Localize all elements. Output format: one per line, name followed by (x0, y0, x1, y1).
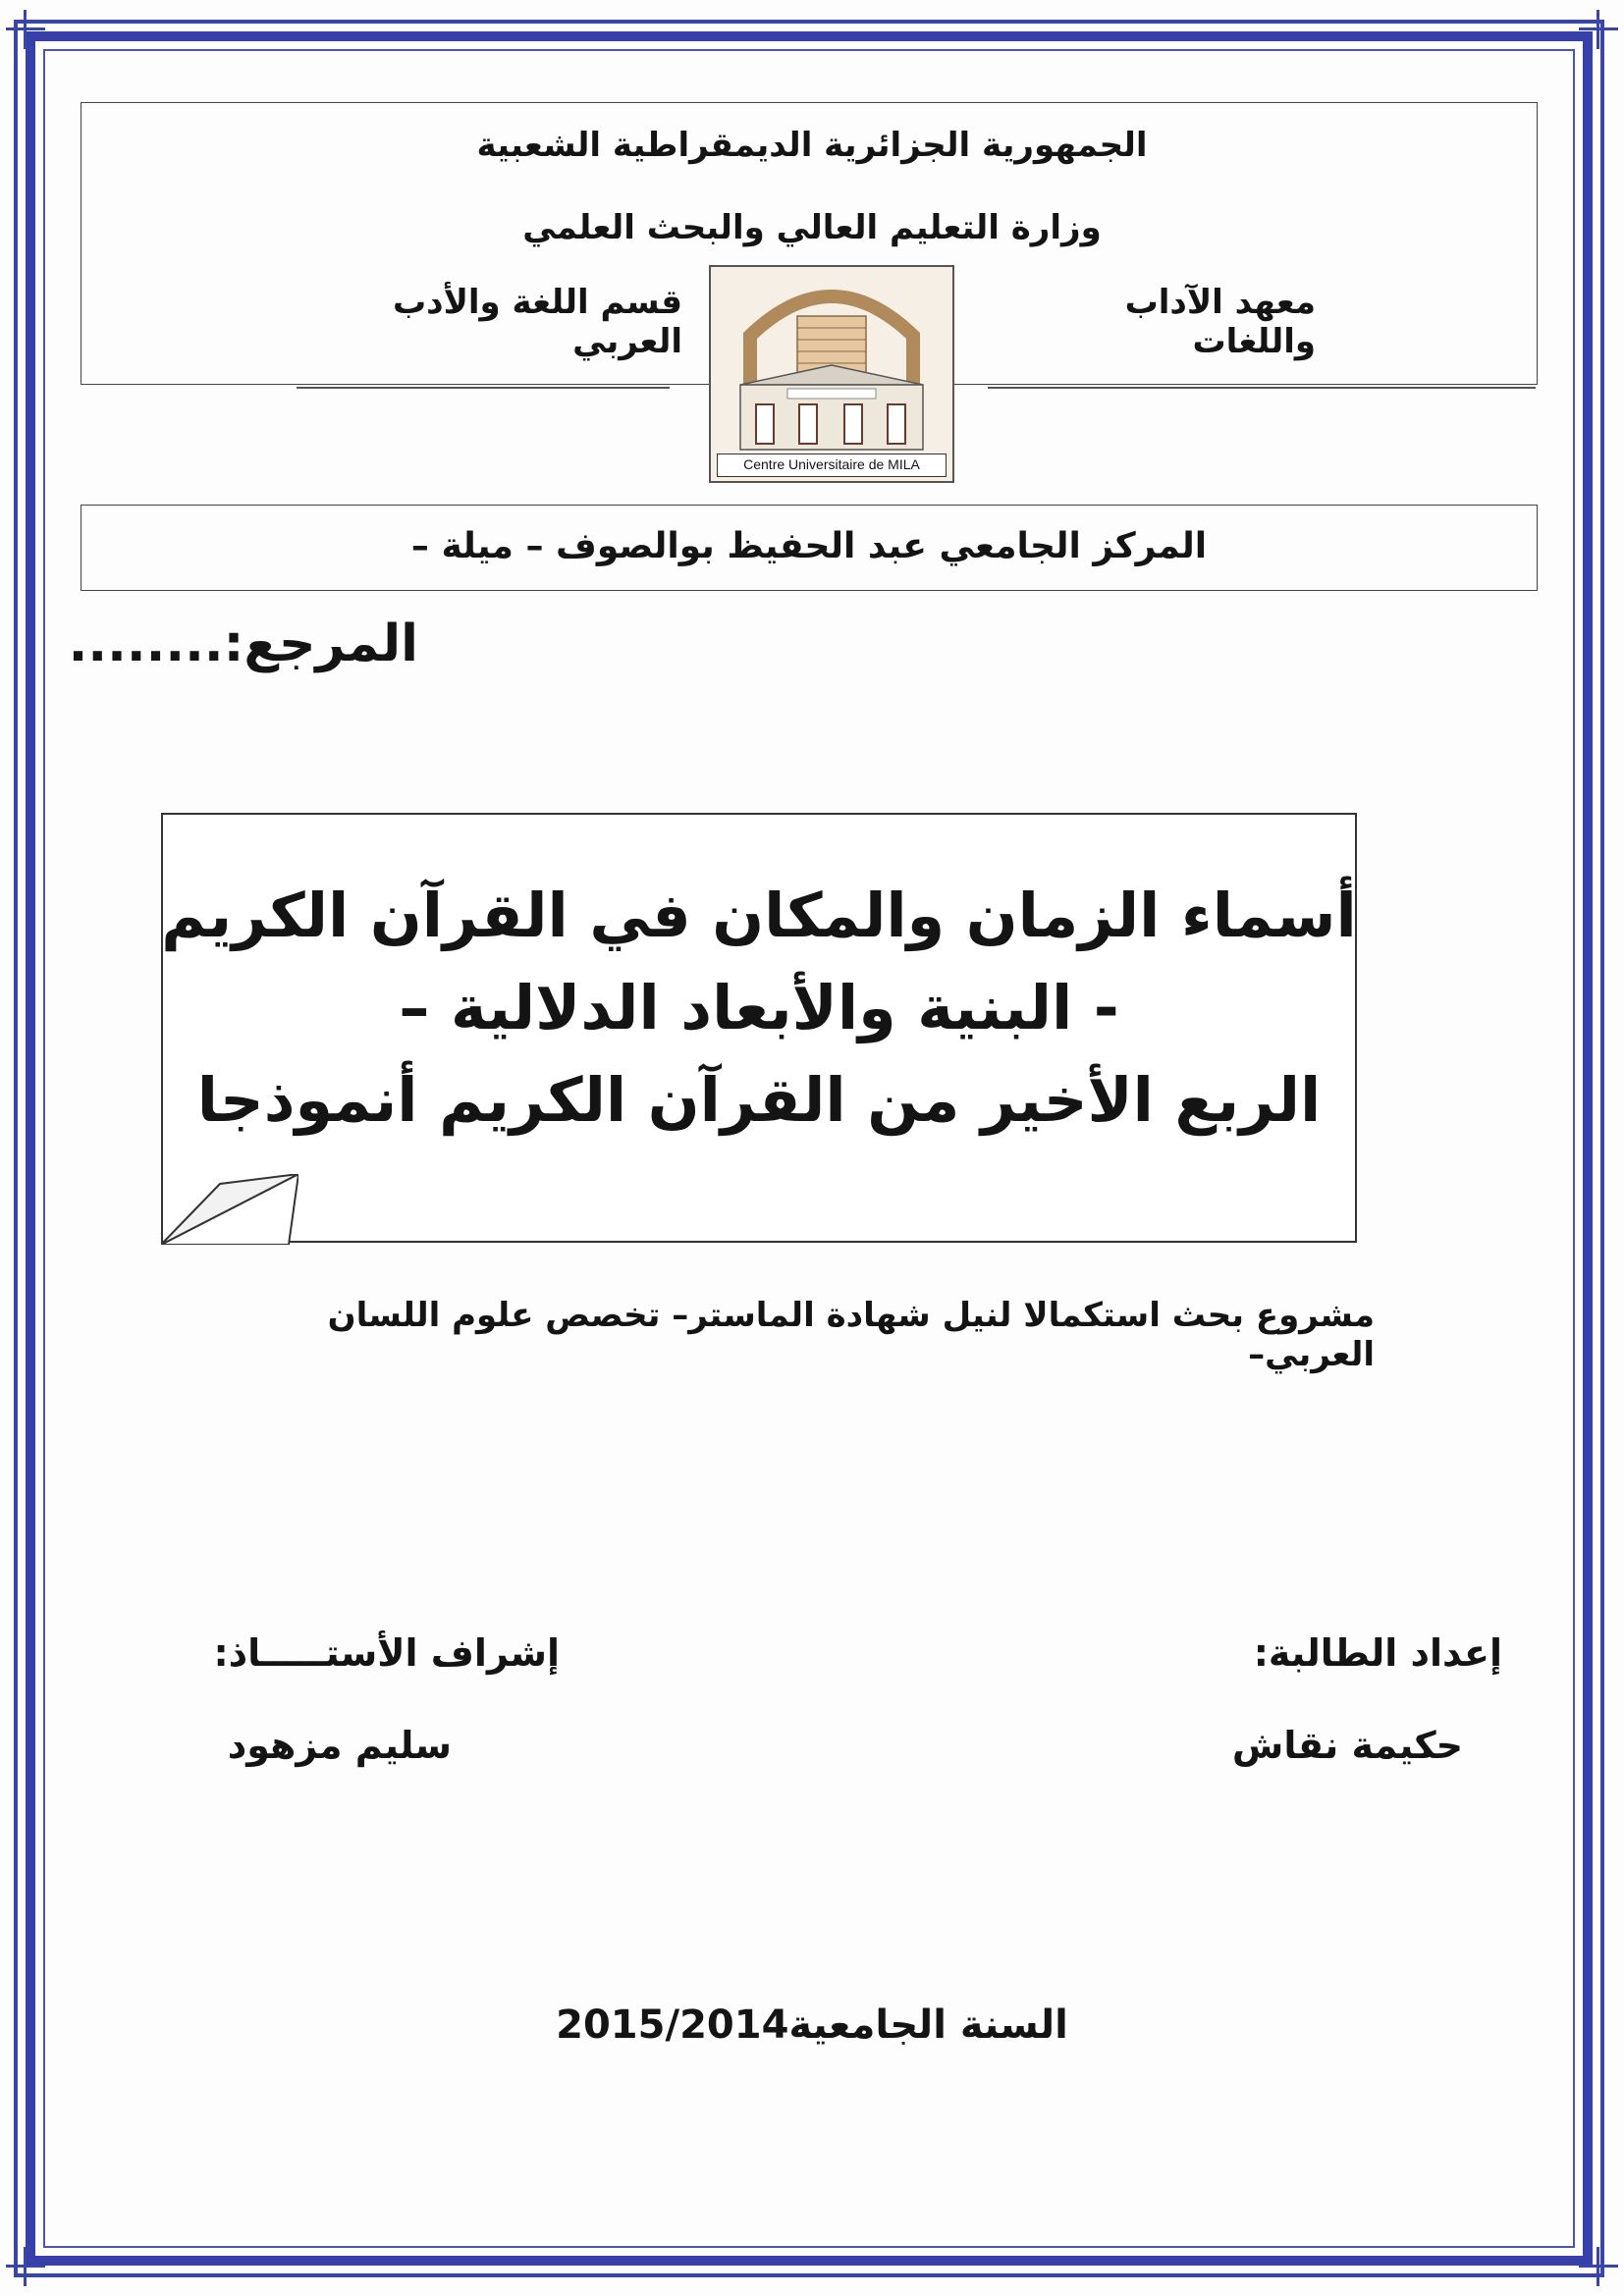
header-rule-right (988, 387, 1536, 389)
corner-ornament-bottom-right (1579, 2247, 1618, 2286)
ministry-name: وزارة التعليم العالي والبحث العلمي (522, 208, 1102, 247)
reference-field: المرجع:........ (68, 614, 418, 673)
university-center-name: المركز الجامعي عبد الحفيظ بوالصوف – ميلة – (81, 505, 1538, 591)
logo-caption: Centre Universitaire de MILA (717, 454, 947, 477)
thesis-title-line-3: الربع الأخير من القرآن الكريم أنموذجا (196, 1064, 1322, 1136)
university-logo (709, 265, 954, 483)
header-rule-left (297, 387, 670, 389)
supervisor-name: سليم مزهود (227, 1724, 452, 1767)
department-name: قسم اللغة والأدب العربي (392, 283, 682, 361)
student-label: إعداد الطالبة: (1253, 1631, 1502, 1675)
student-name: حكيمة نقاش (1231, 1724, 1463, 1767)
logo-building-icon (711, 267, 952, 454)
thesis-title-line-2: - البنية والأبعاد الدلالية – (399, 972, 1119, 1043)
thesis-title-line-1: أسماء الزمان والمكان في القرآن الكريم (161, 880, 1357, 951)
corner-ornament-top-left (6, 10, 45, 49)
project-description: مشروع بحث استكمالا لنيل شهادة الماستر– تخصص علوم اللسان العربي– (327, 1296, 1375, 1374)
corner-ornament-top-right (1579, 10, 1618, 49)
corner-ornament-bottom-left (6, 2247, 45, 2286)
supervisor-label: إشراف الأستـــــاذ: (213, 1631, 560, 1675)
institute-name: معهد الآداب واللغات (1124, 283, 1316, 361)
republic-name: الجمهورية الجزائرية الديمقراطية الشعبية (476, 126, 1148, 165)
page-curl-icon (161, 1174, 298, 1245)
academic-year: السنة الجامعية2015/2014 (556, 2002, 1068, 2048)
